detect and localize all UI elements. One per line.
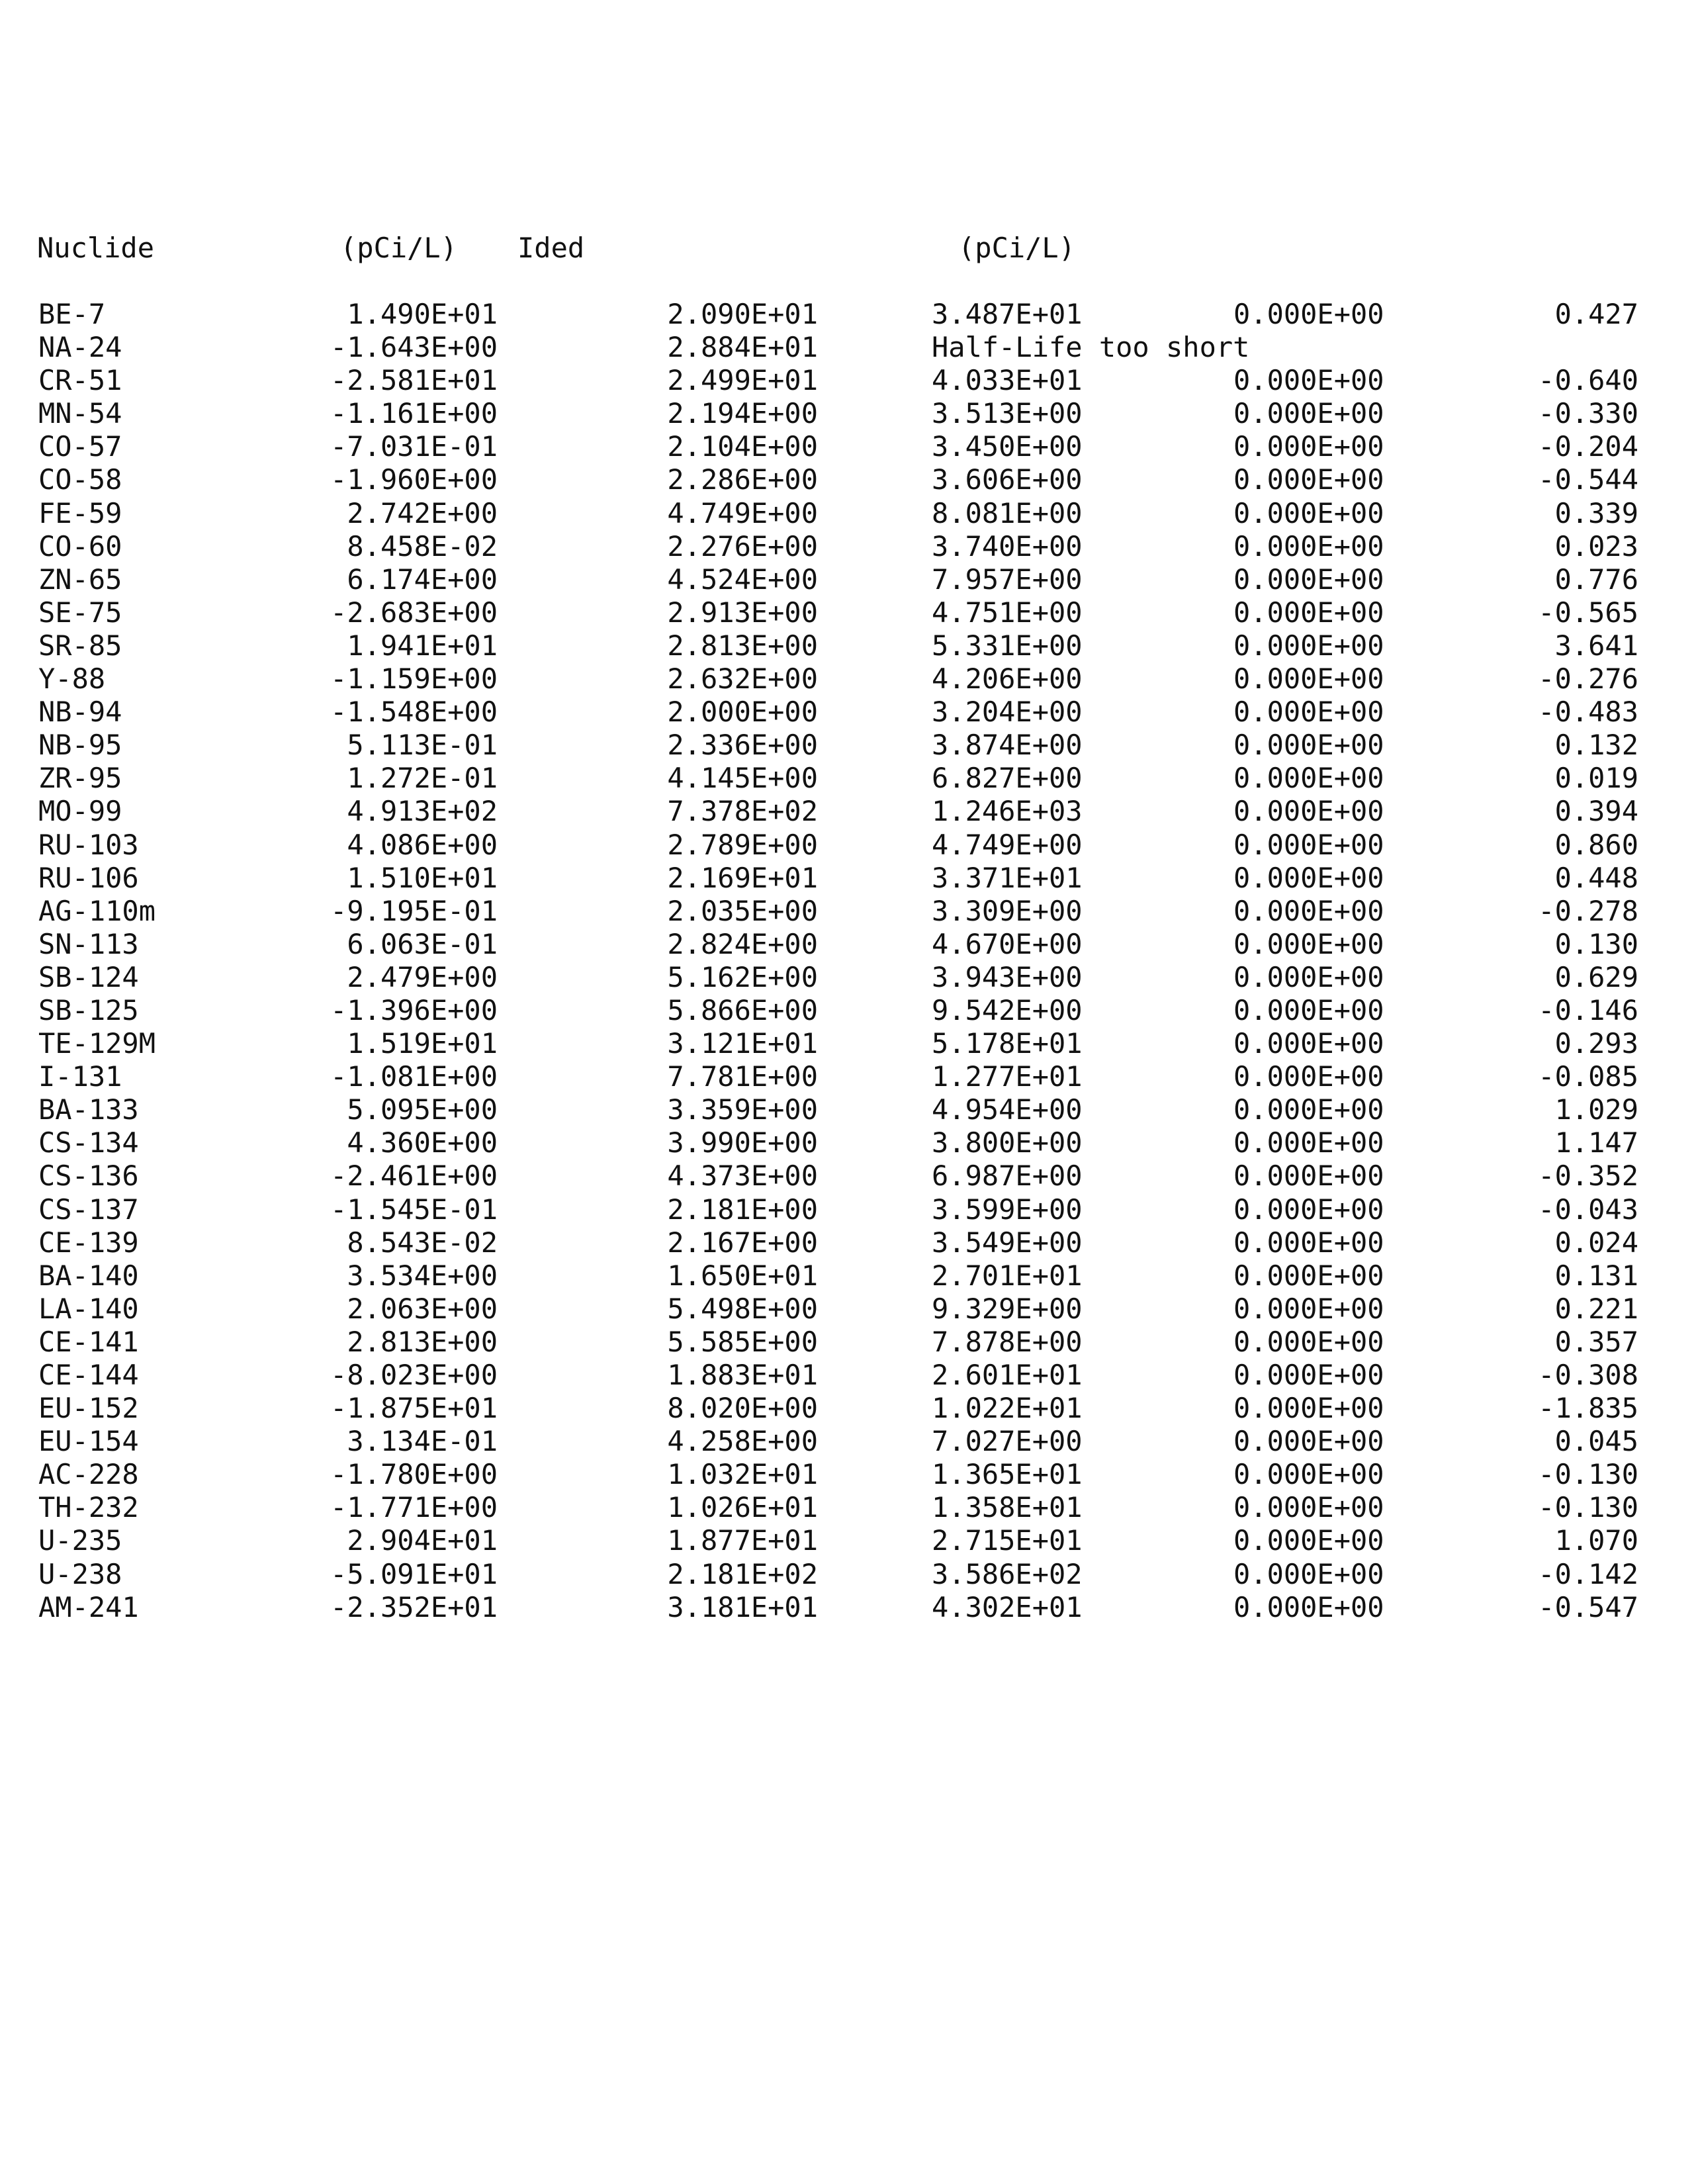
zero-cell: 0.000E+00 — [1233, 463, 1384, 496]
ratio-cell: 0.019 — [1554, 762, 1638, 795]
activity-cell: 1.272E-01 — [347, 762, 498, 795]
ratio-cell: 0.629 — [1554, 960, 1638, 993]
ratio-cell: 0.776 — [1554, 563, 1638, 596]
nuclide-cell: AM-241 — [38, 1590, 139, 1623]
note-cell: Half-Life too short — [932, 331, 1250, 364]
mda-cell: 4.302E+01 — [932, 1590, 1083, 1623]
mda-cell: 3.549E+00 — [932, 1226, 1083, 1259]
table-row — [0, 1060, 1694, 1093]
table-row — [0, 729, 1694, 762]
uncertainty-cell: 2.169E+01 — [667, 861, 818, 894]
table-row — [0, 497, 1694, 530]
mda-cell: 3.204E+00 — [932, 696, 1083, 729]
zero-cell: 0.000E+00 — [1233, 629, 1384, 662]
table-row — [0, 1558, 1694, 1591]
uncertainty-cell: 2.090E+01 — [667, 298, 818, 330]
mda-cell: 6.827E+00 — [932, 762, 1083, 795]
mda-cell: 3.513E+00 — [932, 397, 1083, 430]
uncertainty-cell: 5.585E+00 — [667, 1325, 818, 1358]
activity-cell: -1.960E+00 — [330, 463, 498, 496]
zero-cell: 0.000E+00 — [1233, 861, 1384, 894]
zero-cell: 0.000E+00 — [1233, 729, 1384, 762]
ratio-cell: 0.130 — [1554, 927, 1638, 960]
table-row — [0, 1359, 1694, 1392]
ratio-cell: -0.565 — [1538, 596, 1638, 629]
uncertainty-cell: 2.499E+01 — [667, 364, 818, 397]
ratio-cell: 0.448 — [1554, 861, 1638, 894]
nuclide-cell: CO-60 — [38, 529, 122, 563]
zero-cell: 0.000E+00 — [1233, 927, 1384, 960]
ratio-cell: -0.330 — [1538, 397, 1638, 430]
nuclide-cell: U-238 — [38, 1557, 122, 1590]
ratio-cell: -0.204 — [1538, 430, 1638, 463]
table-row — [0, 1392, 1694, 1425]
activity-cell: -8.023E+00 — [330, 1359, 498, 1391]
zero-cell: 0.000E+00 — [1233, 298, 1384, 330]
table-row — [0, 530, 1694, 563]
mda-cell: 5.331E+00 — [932, 629, 1083, 662]
zero-cell: 0.000E+00 — [1233, 1226, 1384, 1259]
ratio-cell: 0.024 — [1554, 1226, 1638, 1259]
nuclide-cell: EU-154 — [38, 1425, 139, 1458]
zero-cell: 0.000E+00 — [1233, 529, 1384, 563]
mda-cell: 7.957E+00 — [932, 563, 1083, 596]
nuclide-cell: BA-140 — [38, 1259, 139, 1292]
table-row — [0, 298, 1694, 331]
activity-cell: -1.548E+00 — [330, 696, 498, 729]
mda-cell: 1.277E+01 — [932, 1060, 1083, 1093]
nuclide-cell: NB-95 — [38, 729, 122, 762]
nuclide-cell: NA-24 — [38, 331, 122, 364]
nuclide-cell: Y-88 — [38, 662, 106, 696]
activity-cell: -1.780E+00 — [330, 1458, 498, 1491]
table-row — [0, 1491, 1694, 1524]
ratio-cell: -0.130 — [1538, 1458, 1638, 1491]
activity-cell: 6.174E+00 — [347, 563, 498, 596]
ratio-cell: 0.293 — [1554, 1027, 1638, 1060]
uncertainty-cell: 2.789E+00 — [667, 828, 818, 861]
table-row — [0, 364, 1694, 397]
zero-cell: 0.000E+00 — [1233, 662, 1384, 696]
ratio-cell: -0.276 — [1538, 662, 1638, 696]
zero-cell: 0.000E+00 — [1233, 563, 1384, 596]
activity-cell: 4.360E+00 — [347, 1126, 498, 1160]
zero-cell: 0.000E+00 — [1233, 364, 1384, 397]
header-activity-unit: (pCi/L) — [340, 232, 458, 264]
activity-cell: -1.159E+00 — [330, 662, 498, 696]
table-row — [0, 696, 1694, 729]
mda-cell: 9.542E+00 — [932, 993, 1083, 1026]
ratio-cell: 0.131 — [1554, 1259, 1638, 1292]
activity-cell: 2.813E+00 — [347, 1325, 498, 1358]
nuclide-cell: BE-7 — [38, 298, 106, 330]
mda-cell: 4.206E+00 — [932, 662, 1083, 696]
table-row — [0, 1293, 1694, 1326]
table-row — [0, 1226, 1694, 1259]
zero-cell: 0.000E+00 — [1233, 894, 1384, 927]
ratio-cell: -0.142 — [1538, 1557, 1638, 1590]
activity-cell: 8.543E-02 — [347, 1226, 498, 1259]
uncertainty-cell: 1.877E+01 — [667, 1524, 818, 1557]
nuclide-cell: CR-51 — [38, 364, 122, 397]
table-row — [0, 928, 1694, 961]
activity-cell: 1.490E+01 — [347, 298, 498, 330]
activity-cell: 4.086E+00 — [347, 828, 498, 861]
ratio-cell: -0.308 — [1538, 1359, 1638, 1391]
uncertainty-cell: 3.121E+01 — [667, 1027, 818, 1060]
uncertainty-cell: 1.650E+01 — [667, 1259, 818, 1292]
activity-cell: -1.643E+00 — [330, 331, 498, 364]
mda-cell: 2.701E+01 — [932, 1259, 1083, 1292]
table-row — [0, 1326, 1694, 1359]
table-row — [0, 1027, 1694, 1060]
nuclide-cell: CE-144 — [38, 1359, 139, 1391]
nuclide-cell: CO-58 — [38, 463, 122, 496]
table-row — [0, 829, 1694, 862]
table-row — [0, 795, 1694, 828]
uncertainty-cell: 3.990E+00 — [667, 1126, 818, 1160]
mda-cell: 1.022E+01 — [932, 1392, 1083, 1425]
mda-cell: 3.943E+00 — [932, 960, 1083, 993]
activity-cell: -1.875E+01 — [330, 1392, 498, 1425]
nuclide-cell: SN-113 — [38, 927, 139, 960]
ratio-cell: 0.357 — [1554, 1325, 1638, 1358]
ratio-cell: 3.641 — [1554, 629, 1638, 662]
ratio-cell: -0.640 — [1538, 364, 1638, 397]
mda-cell: 3.740E+00 — [932, 529, 1083, 563]
nuclide-cell: CS-137 — [38, 1193, 139, 1226]
activity-cell: 1.519E+01 — [347, 1027, 498, 1060]
nuclide-cell: SR-85 — [38, 629, 122, 662]
activity-cell: -9.195E-01 — [330, 894, 498, 927]
mda-cell: 6.987E+00 — [932, 1160, 1083, 1193]
mda-cell: 3.487E+01 — [932, 298, 1083, 330]
table-row — [0, 397, 1694, 430]
header-ided: Ided — [517, 232, 585, 264]
mda-cell: 4.033E+01 — [932, 364, 1083, 397]
uncertainty-cell: 4.524E+00 — [667, 563, 818, 596]
mda-cell: 3.309E+00 — [932, 894, 1083, 927]
table-row — [0, 1524, 1694, 1557]
nuclide-cell: CS-136 — [38, 1160, 139, 1193]
uncertainty-cell: 4.258E+00 — [667, 1425, 818, 1458]
mda-cell: 3.874E+00 — [932, 729, 1083, 762]
mda-cell: 9.329E+00 — [932, 1292, 1083, 1325]
table-row — [0, 1193, 1694, 1226]
uncertainty-cell: 2.035E+00 — [667, 894, 818, 927]
activity-cell: 4.913E+02 — [347, 795, 498, 828]
nuclide-cell: LA-140 — [38, 1292, 139, 1325]
ratio-cell: 0.427 — [1554, 298, 1638, 330]
ratio-cell: 0.023 — [1554, 529, 1638, 563]
zero-cell: 0.000E+00 — [1233, 1425, 1384, 1458]
zero-cell: 0.000E+00 — [1233, 1093, 1384, 1126]
mda-cell: 3.599E+00 — [932, 1193, 1083, 1226]
nuclide-cell: CO-57 — [38, 430, 122, 463]
nuclide-cell: SB-124 — [38, 960, 139, 993]
ratio-cell: 0.339 — [1554, 496, 1638, 529]
zero-cell: 0.000E+00 — [1233, 430, 1384, 463]
activity-cell: 5.095E+00 — [347, 1093, 498, 1126]
zero-cell: 0.000E+00 — [1233, 828, 1384, 861]
table-row — [0, 961, 1694, 994]
uncertainty-cell: 2.104E+00 — [667, 430, 818, 463]
ratio-cell: 1.029 — [1554, 1093, 1638, 1126]
zero-cell: 0.000E+00 — [1233, 1325, 1384, 1358]
uncertainty-cell: 8.020E+00 — [667, 1392, 818, 1425]
mda-cell: 3.800E+00 — [932, 1126, 1083, 1160]
uncertainty-cell: 2.000E+00 — [667, 696, 818, 729]
activity-cell: 6.063E-01 — [347, 927, 498, 960]
table-row — [0, 895, 1694, 928]
zero-cell: 0.000E+00 — [1233, 596, 1384, 629]
zero-cell: 0.000E+00 — [1233, 1557, 1384, 1590]
nuclide-cell: AC-228 — [38, 1458, 139, 1491]
ratio-cell: -0.544 — [1538, 463, 1638, 496]
nuclide-cell: SB-125 — [38, 993, 139, 1026]
mda-cell: 1.246E+03 — [932, 795, 1083, 828]
table-row — [0, 1126, 1694, 1160]
uncertainty-cell: 2.336E+00 — [667, 729, 818, 762]
ratio-cell: -0.146 — [1538, 993, 1638, 1026]
activity-cell: -7.031E-01 — [330, 430, 498, 463]
table-row — [0, 596, 1694, 629]
ratio-cell: -0.352 — [1538, 1160, 1638, 1193]
nuclide-cell: AG-110m — [38, 894, 156, 927]
uncertainty-cell: 4.373E+00 — [667, 1160, 818, 1193]
uncertainty-cell: 2.632E+00 — [667, 662, 818, 696]
header-mda-unit: (pCi/L) — [958, 232, 1076, 264]
mda-cell: 7.027E+00 — [932, 1425, 1083, 1458]
activity-cell: 2.479E+00 — [347, 960, 498, 993]
activity-cell: 3.534E+00 — [347, 1259, 498, 1292]
ratio-cell: -0.130 — [1538, 1491, 1638, 1524]
mda-cell: 4.751E+00 — [932, 596, 1083, 629]
ratio-cell: -1.835 — [1538, 1392, 1638, 1425]
zero-cell: 0.000E+00 — [1233, 397, 1384, 430]
mda-cell: 3.606E+00 — [932, 463, 1083, 496]
nuclide-cell: CS-134 — [38, 1126, 139, 1160]
mda-cell: 5.178E+01 — [932, 1027, 1083, 1060]
uncertainty-cell: 2.276E+00 — [667, 529, 818, 563]
uncertainty-cell: 1.032E+01 — [667, 1458, 818, 1491]
uncertainty-cell: 7.781E+00 — [667, 1060, 818, 1093]
zero-cell: 0.000E+00 — [1233, 1160, 1384, 1193]
activity-cell: -1.396E+00 — [330, 993, 498, 1026]
activity-cell: -1.545E-01 — [330, 1193, 498, 1226]
ratio-cell: -0.547 — [1538, 1590, 1638, 1623]
ratio-cell: -0.483 — [1538, 696, 1638, 729]
activity-cell: 2.063E+00 — [347, 1292, 498, 1325]
nuclide-cell: I-131 — [38, 1060, 122, 1093]
ratio-cell: 0.221 — [1554, 1292, 1638, 1325]
ratio-cell: 0.394 — [1554, 795, 1638, 828]
activity-cell: 3.134E-01 — [347, 1425, 498, 1458]
uncertainty-cell: 1.883E+01 — [667, 1359, 818, 1391]
mda-cell: 4.670E+00 — [932, 927, 1083, 960]
nuclide-cell: MN-54 — [38, 397, 122, 430]
activity-cell: -1.161E+00 — [330, 397, 498, 430]
uncertainty-cell: 2.167E+00 — [667, 1226, 818, 1259]
nuclide-cell: SE-75 — [38, 596, 122, 629]
zero-cell: 0.000E+00 — [1233, 762, 1384, 795]
zero-cell: 0.000E+00 — [1233, 960, 1384, 993]
zero-cell: 0.000E+00 — [1233, 1292, 1384, 1325]
mda-cell: 2.601E+01 — [932, 1359, 1083, 1391]
nuclide-cell: ZR-95 — [38, 762, 122, 795]
table-row — [0, 1160, 1694, 1193]
table-row — [0, 1591, 1694, 1624]
zero-cell: 0.000E+00 — [1233, 1458, 1384, 1491]
header-nuclide: Nuclide — [37, 232, 155, 264]
nuclide-cell: ZN-65 — [38, 563, 122, 596]
table-row — [0, 629, 1694, 662]
activity-cell: 2.904E+01 — [347, 1524, 498, 1557]
nuclide-cell: U-235 — [38, 1524, 122, 1557]
uncertainty-cell: 3.359E+00 — [667, 1093, 818, 1126]
mda-cell: 1.358E+01 — [932, 1491, 1083, 1524]
nuclide-cell: FE-59 — [38, 496, 122, 529]
nuclide-cell: RU-103 — [38, 828, 139, 861]
activity-cell: -1.771E+00 — [330, 1491, 498, 1524]
uncertainty-cell: 4.145E+00 — [667, 762, 818, 795]
mda-cell: 4.954E+00 — [932, 1093, 1083, 1126]
nuclide-cell: EU-152 — [38, 1392, 139, 1425]
uncertainty-cell: 5.866E+00 — [667, 993, 818, 1026]
activity-cell: 2.742E+00 — [347, 496, 498, 529]
activity-cell: -2.683E+00 — [330, 596, 498, 629]
uncertainty-cell: 2.181E+02 — [667, 1557, 818, 1590]
activity-cell: -2.352E+01 — [330, 1590, 498, 1623]
activity-cell: -2.461E+00 — [330, 1160, 498, 1193]
uncertainty-cell: 2.913E+00 — [667, 596, 818, 629]
zero-cell: 0.000E+00 — [1233, 496, 1384, 529]
uncertainty-cell: 2.286E+00 — [667, 463, 818, 496]
table-row — [0, 662, 1694, 696]
activity-cell: 1.510E+01 — [347, 861, 498, 894]
uncertainty-cell: 2.181E+00 — [667, 1193, 818, 1226]
nuclide-cell: TH-232 — [38, 1491, 139, 1524]
activity-cell: 8.458E-02 — [347, 529, 498, 563]
activity-cell: -2.581E+01 — [330, 364, 498, 397]
zero-cell: 0.000E+00 — [1233, 1193, 1384, 1226]
ratio-cell: -0.043 — [1538, 1193, 1638, 1226]
table-row — [0, 862, 1694, 895]
mda-cell: 1.365E+01 — [932, 1458, 1083, 1491]
zero-cell: 0.000E+00 — [1233, 1259, 1384, 1292]
mda-cell: 3.371E+01 — [932, 861, 1083, 894]
uncertainty-cell: 4.749E+00 — [667, 496, 818, 529]
mda-cell: 8.081E+00 — [932, 496, 1083, 529]
nuclide-table — [0, 298, 1694, 1624]
uncertainty-cell: 7.378E+02 — [667, 795, 818, 828]
table-row — [0, 430, 1694, 463]
activity-cell: 1.941E+01 — [347, 629, 498, 662]
zero-cell: 0.000E+00 — [1233, 1060, 1384, 1093]
table-row — [0, 1458, 1694, 1491]
ratio-cell: 0.132 — [1554, 729, 1638, 762]
nuclide-cell: TE-129M — [38, 1027, 156, 1060]
uncertainty-cell: 5.498E+00 — [667, 1292, 818, 1325]
mda-cell: 7.878E+00 — [932, 1325, 1083, 1358]
nuclide-cell: CE-139 — [38, 1226, 139, 1259]
zero-cell: 0.000E+00 — [1233, 696, 1384, 729]
zero-cell: 0.000E+00 — [1233, 993, 1384, 1026]
nuclide-cell: MO-99 — [38, 795, 122, 828]
activity-cell: 5.113E-01 — [347, 729, 498, 762]
zero-cell: 0.000E+00 — [1233, 1027, 1384, 1060]
mda-cell: 3.450E+00 — [932, 430, 1083, 463]
uncertainty-cell: 3.181E+01 — [667, 1590, 818, 1623]
zero-cell: 0.000E+00 — [1233, 1126, 1384, 1160]
uncertainty-cell: 2.813E+00 — [667, 629, 818, 662]
activity-cell: -1.081E+00 — [330, 1060, 498, 1093]
mda-cell: 4.749E+00 — [932, 828, 1083, 861]
table-row — [0, 463, 1694, 496]
ratio-cell: -0.278 — [1538, 894, 1638, 927]
nuclide-cell: BA-133 — [38, 1093, 139, 1126]
zero-cell: 0.000E+00 — [1233, 795, 1384, 828]
table-row — [0, 1259, 1694, 1293]
ratio-cell: -0.085 — [1538, 1060, 1638, 1093]
nuclide-cell: RU-106 — [38, 861, 139, 894]
uncertainty-cell: 5.162E+00 — [667, 960, 818, 993]
mda-cell: 3.586E+02 — [932, 1557, 1083, 1590]
ratio-cell: 0.045 — [1554, 1425, 1638, 1458]
zero-cell: 0.000E+00 — [1233, 1359, 1384, 1391]
mda-cell: 2.715E+01 — [932, 1524, 1083, 1557]
nuclide-cell: NB-94 — [38, 696, 122, 729]
ratio-cell: 0.860 — [1554, 828, 1638, 861]
uncertainty-cell: 2.824E+00 — [667, 927, 818, 960]
ratio-cell: 1.147 — [1554, 1126, 1638, 1160]
table-row — [0, 1093, 1694, 1126]
table-row — [0, 994, 1694, 1027]
zero-cell: 0.000E+00 — [1233, 1524, 1384, 1557]
table-row — [0, 331, 1694, 364]
zero-cell: 0.000E+00 — [1233, 1392, 1384, 1425]
table-row — [0, 563, 1694, 596]
zero-cell: 0.000E+00 — [1233, 1491, 1384, 1524]
table-row — [0, 1425, 1694, 1458]
ratio-cell: 1.070 — [1554, 1524, 1638, 1557]
nuclide-cell: CE-141 — [38, 1325, 139, 1358]
uncertainty-cell: 2.194E+00 — [667, 397, 818, 430]
table-row — [0, 762, 1694, 795]
uncertainty-cell: 2.884E+01 — [667, 331, 818, 364]
uncertainty-cell: 1.026E+01 — [667, 1491, 818, 1524]
activity-cell: -5.091E+01 — [330, 1557, 498, 1590]
zero-cell: 0.000E+00 — [1233, 1590, 1384, 1623]
